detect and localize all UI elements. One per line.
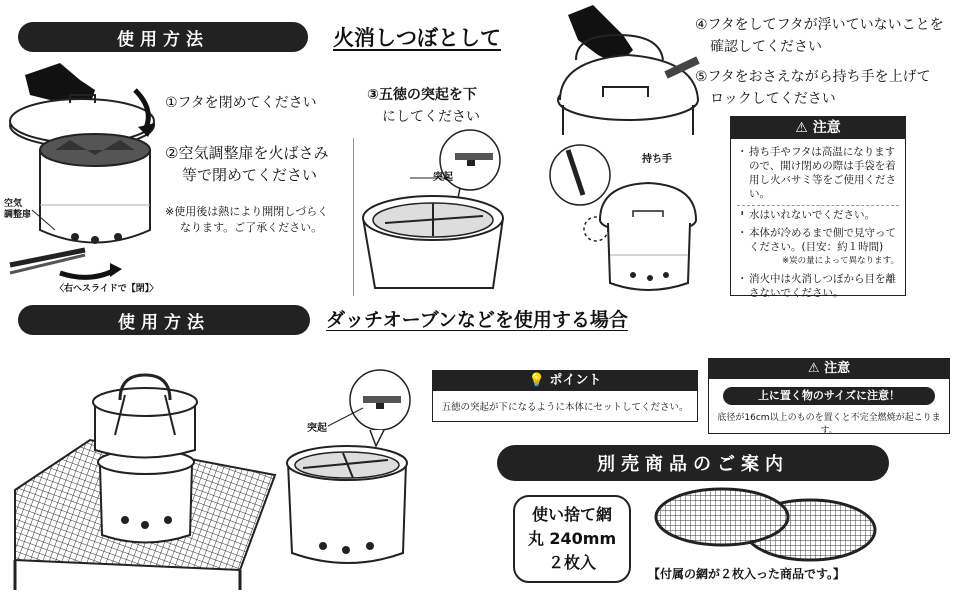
label-air-door bbox=[4, 199, 31, 221]
product-size: 丸 240mm bbox=[527, 529, 617, 548]
point-box bbox=[432, 370, 698, 422]
step1-text: ①フタを閉めてください bbox=[165, 95, 317, 111]
step5-line2: ロックしてください bbox=[710, 91, 836, 107]
section3-pill bbox=[497, 445, 889, 481]
point-box-header bbox=[433, 371, 697, 391]
section2-heading: ダッチオーブンなどを使用する場合 bbox=[326, 309, 628, 331]
caution-box-2-text: 底径が16cm以上のものを置くと不完全燃焼が起こります。 bbox=[717, 413, 941, 436]
illustration-lid-handle bbox=[538, 5, 713, 295]
section1-pill bbox=[18, 22, 308, 52]
illustration-gotoku bbox=[355, 128, 530, 293]
product-card[interactable] bbox=[513, 495, 631, 583]
warning-icon: ⚠ bbox=[807, 361, 825, 376]
illustration-gotoku-2 bbox=[278, 368, 433, 578]
section2-pill-label: 使用方法 bbox=[118, 312, 210, 333]
section1-heading: 火消しつぼとして bbox=[333, 26, 501, 50]
product-count: ２枚入 bbox=[547, 553, 596, 572]
step2-line1: ②空気調整扉を火ばさみ bbox=[165, 144, 329, 162]
product-footnote: 【付属の網が２枚入った商品です。】 bbox=[648, 567, 846, 581]
step4-line2: 確認してください bbox=[710, 39, 822, 55]
section1-pill-label: 使用方法 bbox=[117, 29, 209, 50]
slide-label: 〈右へスライドで【閉】〉 bbox=[55, 284, 159, 294]
point-box-title: ポイント bbox=[549, 373, 602, 388]
illustration-close-lid bbox=[0, 55, 175, 300]
caution-box-2-title: 注意 bbox=[824, 361, 851, 376]
step2-line2: 等で閉めてください bbox=[182, 166, 318, 184]
warning-icon: ⚠ bbox=[795, 120, 813, 136]
section2-pill bbox=[18, 305, 310, 335]
step4-line1: ④フタをしてフタが浮いていないことを bbox=[695, 17, 944, 33]
product-name: 使い捨て網 bbox=[531, 505, 612, 524]
caution-item: ・ 水はいれないでください。 bbox=[737, 208, 899, 222]
divider-1 bbox=[353, 138, 354, 296]
caution-box-2-subtitle: 上に置く物のサイズに注意！ bbox=[723, 387, 935, 405]
caution-divider bbox=[737, 205, 899, 206]
point-box-text: 五徳の突起が下になるように本体にセットしてください。 bbox=[441, 402, 689, 413]
caution-item-text: 本体が冷めるまで側で見守ってください。(目安：約１時間) bbox=[749, 227, 896, 253]
caution-list-1 bbox=[731, 139, 905, 300]
step5-line1: ⑤フタをおさえながら持ち手を上げて bbox=[695, 69, 931, 85]
note-line1: ※使用後は熱により開閉しづらく bbox=[165, 205, 329, 218]
label-handle: 持ち手 bbox=[642, 154, 672, 165]
caution-box-1-title: 注意 bbox=[812, 120, 841, 136]
caution-box-2-header bbox=[709, 359, 949, 379]
caution-item bbox=[737, 226, 899, 268]
label-protrusion-2: 突起 bbox=[307, 423, 327, 434]
lightbulb-icon: 💡 bbox=[528, 373, 550, 388]
illustration-grill-nets bbox=[650, 485, 880, 570]
step3-line2: にしてください bbox=[382, 109, 480, 125]
caution-item: ・ 消火中は火消しつぼから目を離さないでください。 bbox=[737, 272, 899, 300]
illustration-dutch-oven bbox=[10, 370, 280, 595]
caution-box-2 bbox=[708, 358, 950, 434]
caution-box-1-header bbox=[731, 117, 905, 139]
label-protrusion-1: 突起 bbox=[433, 172, 453, 183]
section3-pill-label: 別売商品のご案内 bbox=[597, 454, 789, 475]
caution-item: ・ 持ち手やフタは高温になりますので、開け閉めの際は手袋を着用し火バサミ等をご使用ください。 bbox=[737, 145, 899, 201]
step3-line1: ③五徳の突起を下 bbox=[367, 87, 477, 103]
label-air-door-line1: 空気 bbox=[4, 199, 23, 209]
label-air-door-line2: 調整扉 bbox=[4, 210, 32, 220]
caution-box-1 bbox=[730, 116, 906, 299]
note-line2: なります。ご了承ください。 bbox=[180, 221, 323, 234]
caution-item-note: ※炭の量によって異なります。 bbox=[782, 256, 899, 266]
